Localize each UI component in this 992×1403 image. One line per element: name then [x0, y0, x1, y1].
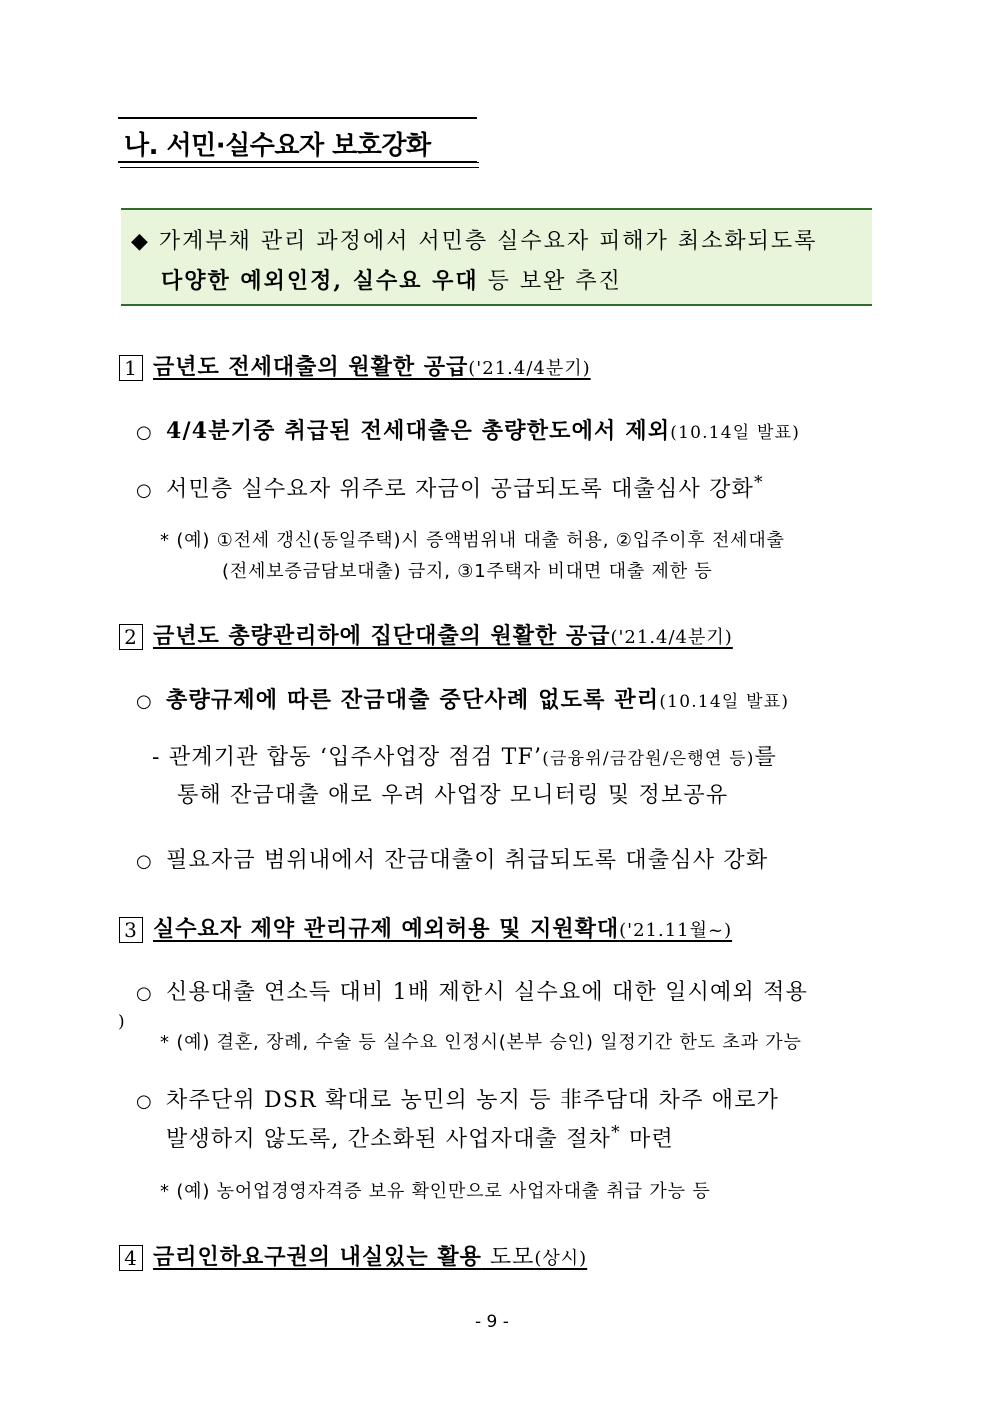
heading-2: 2 금년도 총량관리하에 집단대출의 원활한 공급('21.4/4분기)	[119, 619, 733, 650]
section-title: 나. 서민·실수요자 보호강화	[124, 131, 431, 161]
summary-box	[121, 208, 872, 306]
bullet-1-2: ○ 서민층 실수요자 위주로 자금이 공급되도록 대출심사 강화*	[136, 472, 764, 502]
summary-line-1: ◆ 가계부채 관리 과정에서 서민층 실수요자 피해가 최소화되도록	[131, 229, 818, 254]
bullet-2-2: ○ 필요자금 범위내에서 잔금대출이 취급되도록 대출심사 강화	[136, 848, 769, 873]
heading-3: 3 실수요자 제약 관리규제 예외허용 및 지원확대('21.11월~)	[119, 912, 732, 943]
bullet-3-2-line-1: ○ 차주단위 DSR 확대로 농민의 농지 등 非주담대 차주 애로가	[136, 1088, 780, 1113]
bullet-2-1: ○ 총량규제에 따른 잔금대출 중단사례 없도록 관리(10.14일 발표)	[136, 687, 790, 713]
bullet-1-1: ○ 4/4분기중 취급된 전세대출은 총량한도에서 제외(10.14일 발표)	[136, 418, 801, 444]
diamond-bullet-icon: ◆	[131, 229, 150, 254]
stray-mark: )	[118, 1012, 125, 1032]
note-1-line-1: * (예) ①전세 갱신(동일주택)시 증액범위내 대출 허용, ②입주이후 전세대출	[160, 530, 785, 551]
page-number: - 9 -	[475, 1312, 509, 1332]
title-underline	[120, 162, 479, 168]
heading-4: 4 금리인하요구권의 내실있는 활용 도모(상시)	[119, 1240, 587, 1271]
bullet-3-1: ○ 신용대출 연소득 대비 1배 제한시 실수요에 대한 일시예외 적용	[136, 980, 809, 1005]
note-3-1: * (예) 결혼, 장례, 수술 등 실수요 인정시(본부 승인) 일정기간 한도 초과 가능	[160, 1032, 802, 1053]
dash-2-line-1: - 관계기관 합동 ‘입주사업장 점검 TF’(금융위/금감원/은행연 등)를	[152, 745, 777, 770]
section-title-box	[118, 117, 477, 163]
dash-2-line-2: 통해 잔금대출 애로 우려 사업장 모니터링 및 정보공유	[177, 783, 729, 808]
summary-line-2: 다양한 예외인정, 실수요 우대 등 보완 추진	[161, 268, 622, 294]
note-3-2: * (예) 농어업경영자격증 보유 확인만으로 사업자대출 취급 가능 등	[160, 1181, 711, 1202]
heading-1: 1 금년도 전세대출의 원활한 공급('21.4/4분기)	[119, 350, 591, 381]
note-1-line-2: (전세보증금담보대출) 금지, ③1주택자 비대면 대출 제한 등	[222, 561, 713, 582]
bullet-3-2-line-2: 발생하지 않도록, 간소화된 사업자대출 절차* 마련	[166, 1122, 674, 1152]
